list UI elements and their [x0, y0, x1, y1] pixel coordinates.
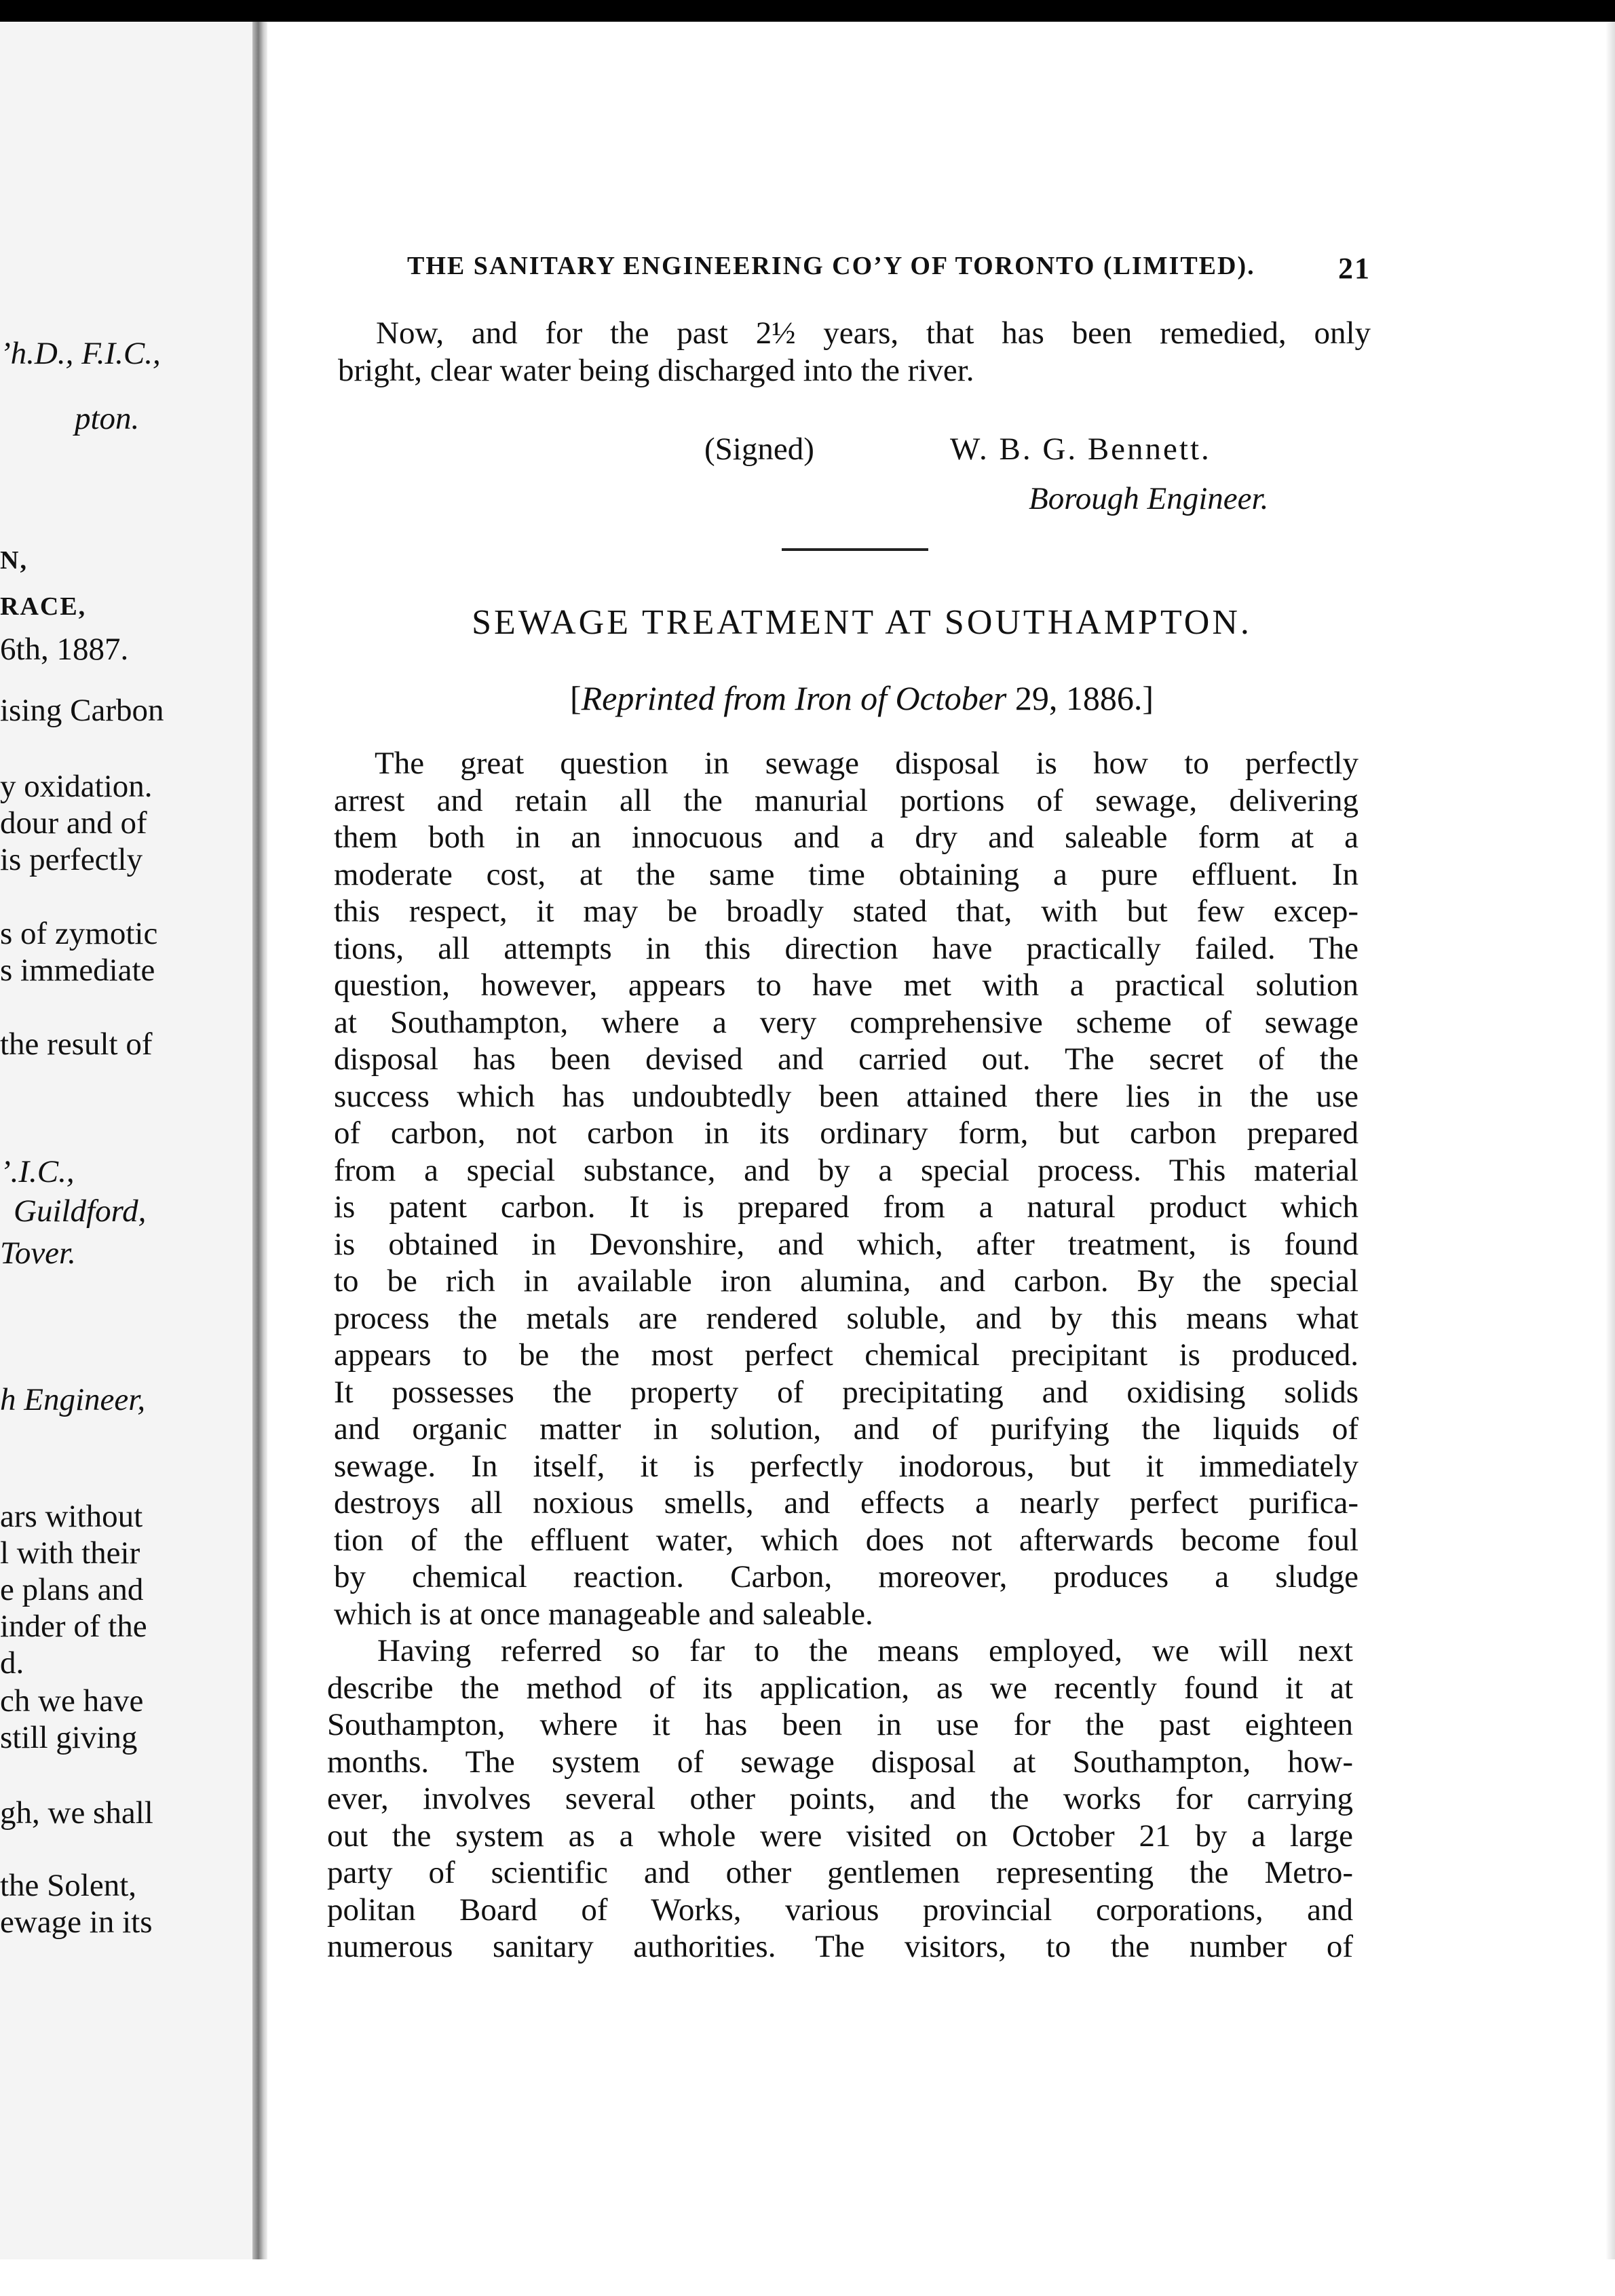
page-edge-shadow	[1606, 22, 1615, 2259]
paragraph-1	[334, 745, 1358, 1632]
left-fragment: Guildford,	[14, 1193, 147, 1229]
left-fragment: d.	[0, 1645, 24, 1681]
left-fragment: s immediate	[0, 953, 155, 988]
text-line: this respect, it may be broadly stated that, with but few excep-	[334, 894, 1358, 929]
running-head-title: THE SANITARY ENGINEERING CO’Y OF TORONTO (LIMITED).	[407, 252, 1255, 280]
left-fragment: ewage in its	[0, 1905, 153, 1940]
text-line: of carbon, not carbon in its ordinary form, but carbon prepared	[334, 1115, 1358, 1151]
text-line: to be rich in available iron alumina, and carbon. By the special	[334, 1263, 1358, 1299]
scan-top-border	[0, 0, 1615, 22]
text-line: tions, all attempts in this direction have practically failed. The	[334, 930, 1358, 966]
article-heading: SEWAGE TREATMENT AT SOUTHAMPTON.	[472, 603, 1252, 642]
signature-label: (Signed)	[704, 432, 814, 467]
text-line: moderate cost, at the same time obtaining a pure effluent. In	[334, 856, 1358, 892]
left-fragment: ’h.D., F.I.C.,	[0, 336, 161, 371]
paragraph-2	[327, 1632, 1353, 1966]
text-line: Having referred so far to the means employed, we will next	[377, 1633, 1353, 1668]
text-line: arrest and retain all the manurial portions of sewage, delivering	[334, 782, 1358, 818]
text-line: by chemical reaction. Carbon, moreover, produces a sludge	[334, 1559, 1358, 1594]
text-line: party of scientific and other gentlemen representing the Metro-	[327, 1855, 1353, 1890]
article-subheading	[326, 678, 1398, 718]
text-line: at Southampton, where a very comprehensive scheme of sewage	[334, 1004, 1358, 1040]
left-fragment: h Engineer,	[0, 1382, 146, 1417]
running-head	[407, 251, 1371, 286]
left-fragment: s of zymotic	[0, 916, 158, 951]
text-line: bright, clear water being discharged into the river.	[338, 352, 974, 388]
left-fragment: ars without	[0, 1499, 143, 1534]
text-line: question, however, appears to have met with a practical solution	[334, 968, 1358, 1003]
left-fragment: Tover.	[0, 1236, 76, 1271]
left-fragment: is perfectly	[0, 842, 143, 877]
text-line: process the metals are rendered soluble, and by this means what	[334, 1300, 1358, 1336]
left-fragment: the Solent,	[0, 1868, 137, 1903]
left-fragment: pton.	[75, 401, 140, 436]
signature-title: Borough Engineer.	[1029, 481, 1269, 516]
left-fragment: 6th, 1887.	[0, 632, 129, 667]
text-line: disposal has been devised and carried out. The secret of the	[334, 1041, 1358, 1077]
intro-text	[338, 315, 1371, 389]
left-fragment: y oxidation.	[0, 769, 153, 804]
subheading-source: Reprinted from Iron of October	[581, 679, 1007, 717]
text-line: sewage. In itself, it is perfectly inodorous, but it immediately	[334, 1448, 1358, 1484]
book-gutter	[252, 22, 267, 2259]
left-fragment: gh, we shall	[0, 1795, 153, 1831]
signature-name: W. B. G. Bennett.	[950, 432, 1211, 467]
left-fragment: RACE,	[0, 592, 87, 621]
text-line: which is at once manageable and saleable.	[334, 1596, 873, 1632]
text-line: appears to be the most perfect chemical precipitant is produced.	[334, 1337, 1358, 1373]
text-line: them both in an innocuous and a dry and saleable form at a	[334, 820, 1358, 855]
text-line: It possesses the property of precipitating and oxidising solids	[334, 1374, 1358, 1410]
subheading-date: 29, 1886.]	[1006, 679, 1154, 717]
left-fragment: N,	[0, 546, 28, 575]
left-fragment: the result of	[0, 1027, 153, 1062]
text-line: The great question in sewage disposal is how to perfectly	[375, 746, 1358, 781]
text-line: Now, and for the past 2½ years, that has been remedied, only	[376, 315, 1371, 351]
left-fragment: ising Carbon	[0, 693, 164, 728]
scan-bottom-margin	[0, 2266, 1615, 2296]
text-line: is obtained in Devonshire, and which, after treatment, is found	[334, 1226, 1358, 1262]
left-fragment: still giving	[0, 1720, 138, 1755]
text-line: describe the method of its application, as we recently found it at	[327, 1670, 1353, 1706]
left-fragment: dour and of	[0, 805, 147, 841]
left-fragment: l with their	[0, 1535, 140, 1571]
text-line: from a special substance, and by a special process. This material	[334, 1152, 1358, 1188]
text-line: numerous sanitary authorities. The visitors, to the number of	[327, 1929, 1353, 1964]
subheading-bracket: [	[569, 679, 582, 717]
left-fragment: inder of the	[0, 1609, 147, 1644]
facing-page-left	[0, 22, 258, 2259]
section-divider	[782, 548, 928, 551]
text-line: tion of the effluent water, which does not afterwards become foul	[334, 1522, 1358, 1558]
text-line: success which has undoubtedly been attained there lies in the use	[334, 1078, 1358, 1114]
text-line: politan Board of Works, various provincial corporations, and	[327, 1892, 1353, 1928]
text-line: Southampton, where it has been in use for the past eighteen	[327, 1707, 1353, 1742]
left-fragment: ch we have	[0, 1683, 144, 1719]
text-line: destroys all noxious smells, and effects a nearly perfect purifica-	[334, 1485, 1358, 1520]
text-line: out the system as a whole were visited on October 21 by a large	[327, 1818, 1353, 1854]
left-fragment: ’.I.C.,	[0, 1154, 75, 1189]
text-line: months. The system of sewage disposal at Southampton, how-	[327, 1744, 1353, 1780]
page-number: 21	[1338, 252, 1371, 285]
text-line: is patent carbon. It is prepared from a natural product which	[334, 1189, 1358, 1225]
left-fragment: e plans and	[0, 1572, 144, 1607]
text-line: ever, involves several other points, and the works for carrying	[327, 1781, 1353, 1816]
text-line: and organic matter in solution, and of purifying the liquids of	[334, 1411, 1358, 1447]
